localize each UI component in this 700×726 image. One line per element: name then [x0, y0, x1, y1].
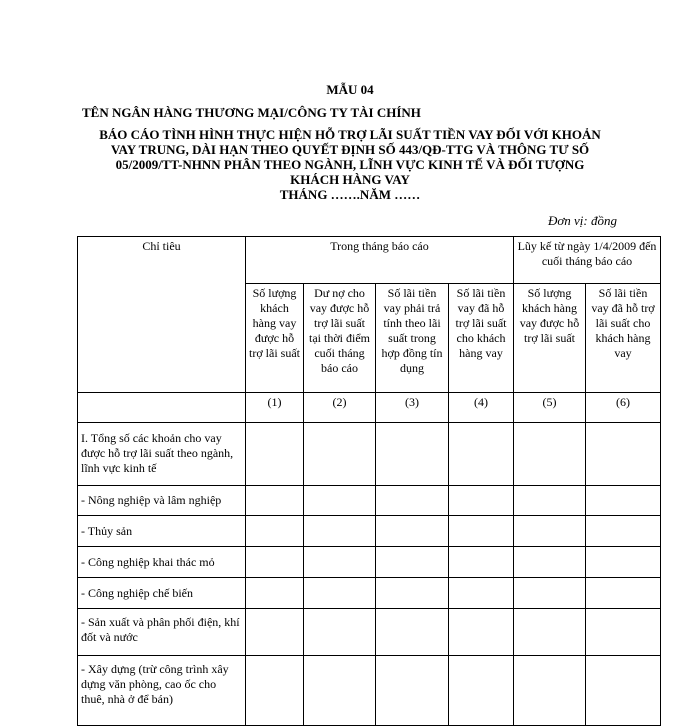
header-group-in-month: Trong tháng báo cáo: [246, 237, 514, 284]
table-row: [78, 578, 661, 609]
data-cell: [514, 609, 586, 656]
data-cell: [586, 486, 661, 516]
data-cell: [376, 423, 449, 486]
data-cell: [376, 578, 449, 609]
organization-name: TÊN NGÂN HÀNG THƯƠNG MẠI/CÔNG TY TÀI CHÍNH: [82, 105, 421, 120]
data-cell: [449, 486, 514, 516]
column-header: Số lãi tiền vay phải trả tính theo lãi suất trong hợp đồng tín dụng: [376, 284, 449, 393]
column-number: (3): [376, 393, 449, 423]
data-cell: [514, 516, 586, 547]
data-cell: [449, 516, 514, 547]
data-cell: [449, 547, 514, 578]
data-cell: [586, 578, 661, 609]
data-cell: [586, 516, 661, 547]
data-cell: [246, 656, 304, 726]
data-cell: [514, 547, 586, 578]
column-header: Số lãi tiền vay đã hỗ trợ lãi suất cho khách hàng vay: [449, 284, 514, 393]
data-cell: [586, 423, 661, 486]
data-cell: [246, 516, 304, 547]
currency-unit: Đơn vị: đồng: [547, 213, 617, 228]
report-title: [60, 127, 640, 202]
data-cell: [586, 609, 661, 656]
column-header: Số lượng khách hàng vay được hỗ trợ lãi suất: [246, 284, 304, 393]
data-cell: [514, 578, 586, 609]
row-label: I. Tổng số các khoản cho vay được hỗ trợ lãi suất theo ngành, lĩnh vực kinh tế: [78, 423, 246, 486]
row-label: - Xây dựng (trừ công trình xây dựng văn phòng, cao ốc cho thuê, nhà ở để bán): [78, 656, 246, 726]
data-cell: [304, 486, 376, 516]
row-label: - Thủy sản: [78, 516, 246, 547]
table-row: [78, 609, 661, 656]
table-row: [78, 423, 661, 486]
data-cell: [246, 486, 304, 516]
column-number: (1): [246, 393, 304, 423]
data-cell: [376, 516, 449, 547]
report-title-line: BÁO CÁO TÌNH HÌNH THỰC HIỆN HỖ TRỢ LÃI SUẤT TIỀN VAY ĐỐI VỚI KHOẢN: [99, 127, 601, 142]
data-cell: [304, 516, 376, 547]
data-cell: [449, 656, 514, 726]
data-cell: [246, 578, 304, 609]
column-number: (4): [449, 393, 514, 423]
data-cell: [514, 423, 586, 486]
data-cell: [449, 578, 514, 609]
column-number: (5): [514, 393, 586, 423]
data-cell: [246, 547, 304, 578]
table-row: [78, 656, 661, 726]
table-row: [78, 516, 661, 547]
column-header: Số lãi tiền vay đã hỗ trợ lãi suất cho khách hàng vay: [586, 284, 661, 393]
table-row: [78, 486, 661, 516]
header-indicator: Chỉ tiêu: [78, 237, 246, 393]
data-cell: [376, 486, 449, 516]
report-title-line: 05/2009/TT-NHNN PHÂN THEO NGÀNH, LĨNH VỰC KINH TẾ VÀ ĐỐI TƯỢNG: [115, 157, 585, 172]
data-cell: [514, 486, 586, 516]
report-table: [77, 236, 661, 726]
report-title-line: VAY TRUNG, DÀI HẠN THEO QUYẾT ĐỊNH SỐ 443/QĐ-TTG VÀ THÔNG TƯ SỐ: [110, 142, 590, 157]
data-cell: [304, 609, 376, 656]
data-cell: [304, 578, 376, 609]
row-label: - Công nghiệp khai thác mỏ: [78, 547, 246, 578]
data-cell: [514, 656, 586, 726]
data-cell: [304, 656, 376, 726]
table-row: [78, 547, 661, 578]
report-title-line: KHÁCH HÀNG VAY: [290, 172, 410, 187]
data-cell: [376, 656, 449, 726]
report-period: THÁNG …….NĂM ……: [279, 187, 421, 202]
data-cell: [304, 547, 376, 578]
data-cell: [586, 547, 661, 578]
column-number-cell: [78, 393, 246, 423]
data-cell: [376, 547, 449, 578]
data-cell: [376, 609, 449, 656]
data-cell: [246, 609, 304, 656]
data-cell: [449, 423, 514, 486]
row-label: - Công nghiệp chế biến: [78, 578, 246, 609]
form-code: MẪU 04: [326, 82, 374, 97]
column-number: (2): [304, 393, 376, 423]
row-label: - Sản xuất và phân phối điện, khí đốt và nước: [78, 609, 246, 656]
data-cell: [304, 423, 376, 486]
header-group-cumulative: Lũy kế từ ngày 1/4/2009 đến cuối tháng báo cáo: [514, 237, 661, 284]
column-number: (6): [586, 393, 661, 423]
data-cell: [449, 609, 514, 656]
row-label: - Nông nghiệp và lâm nghiệp: [78, 486, 246, 516]
column-header: Dư nợ cho vay được hỗ trợ lãi suất tại thời điểm cuối tháng báo cáo: [304, 284, 376, 393]
data-cell: [586, 656, 661, 726]
column-header: Số lượng khách hàng vay được hỗ trợ lãi suất: [514, 284, 586, 393]
data-cell: [246, 423, 304, 486]
